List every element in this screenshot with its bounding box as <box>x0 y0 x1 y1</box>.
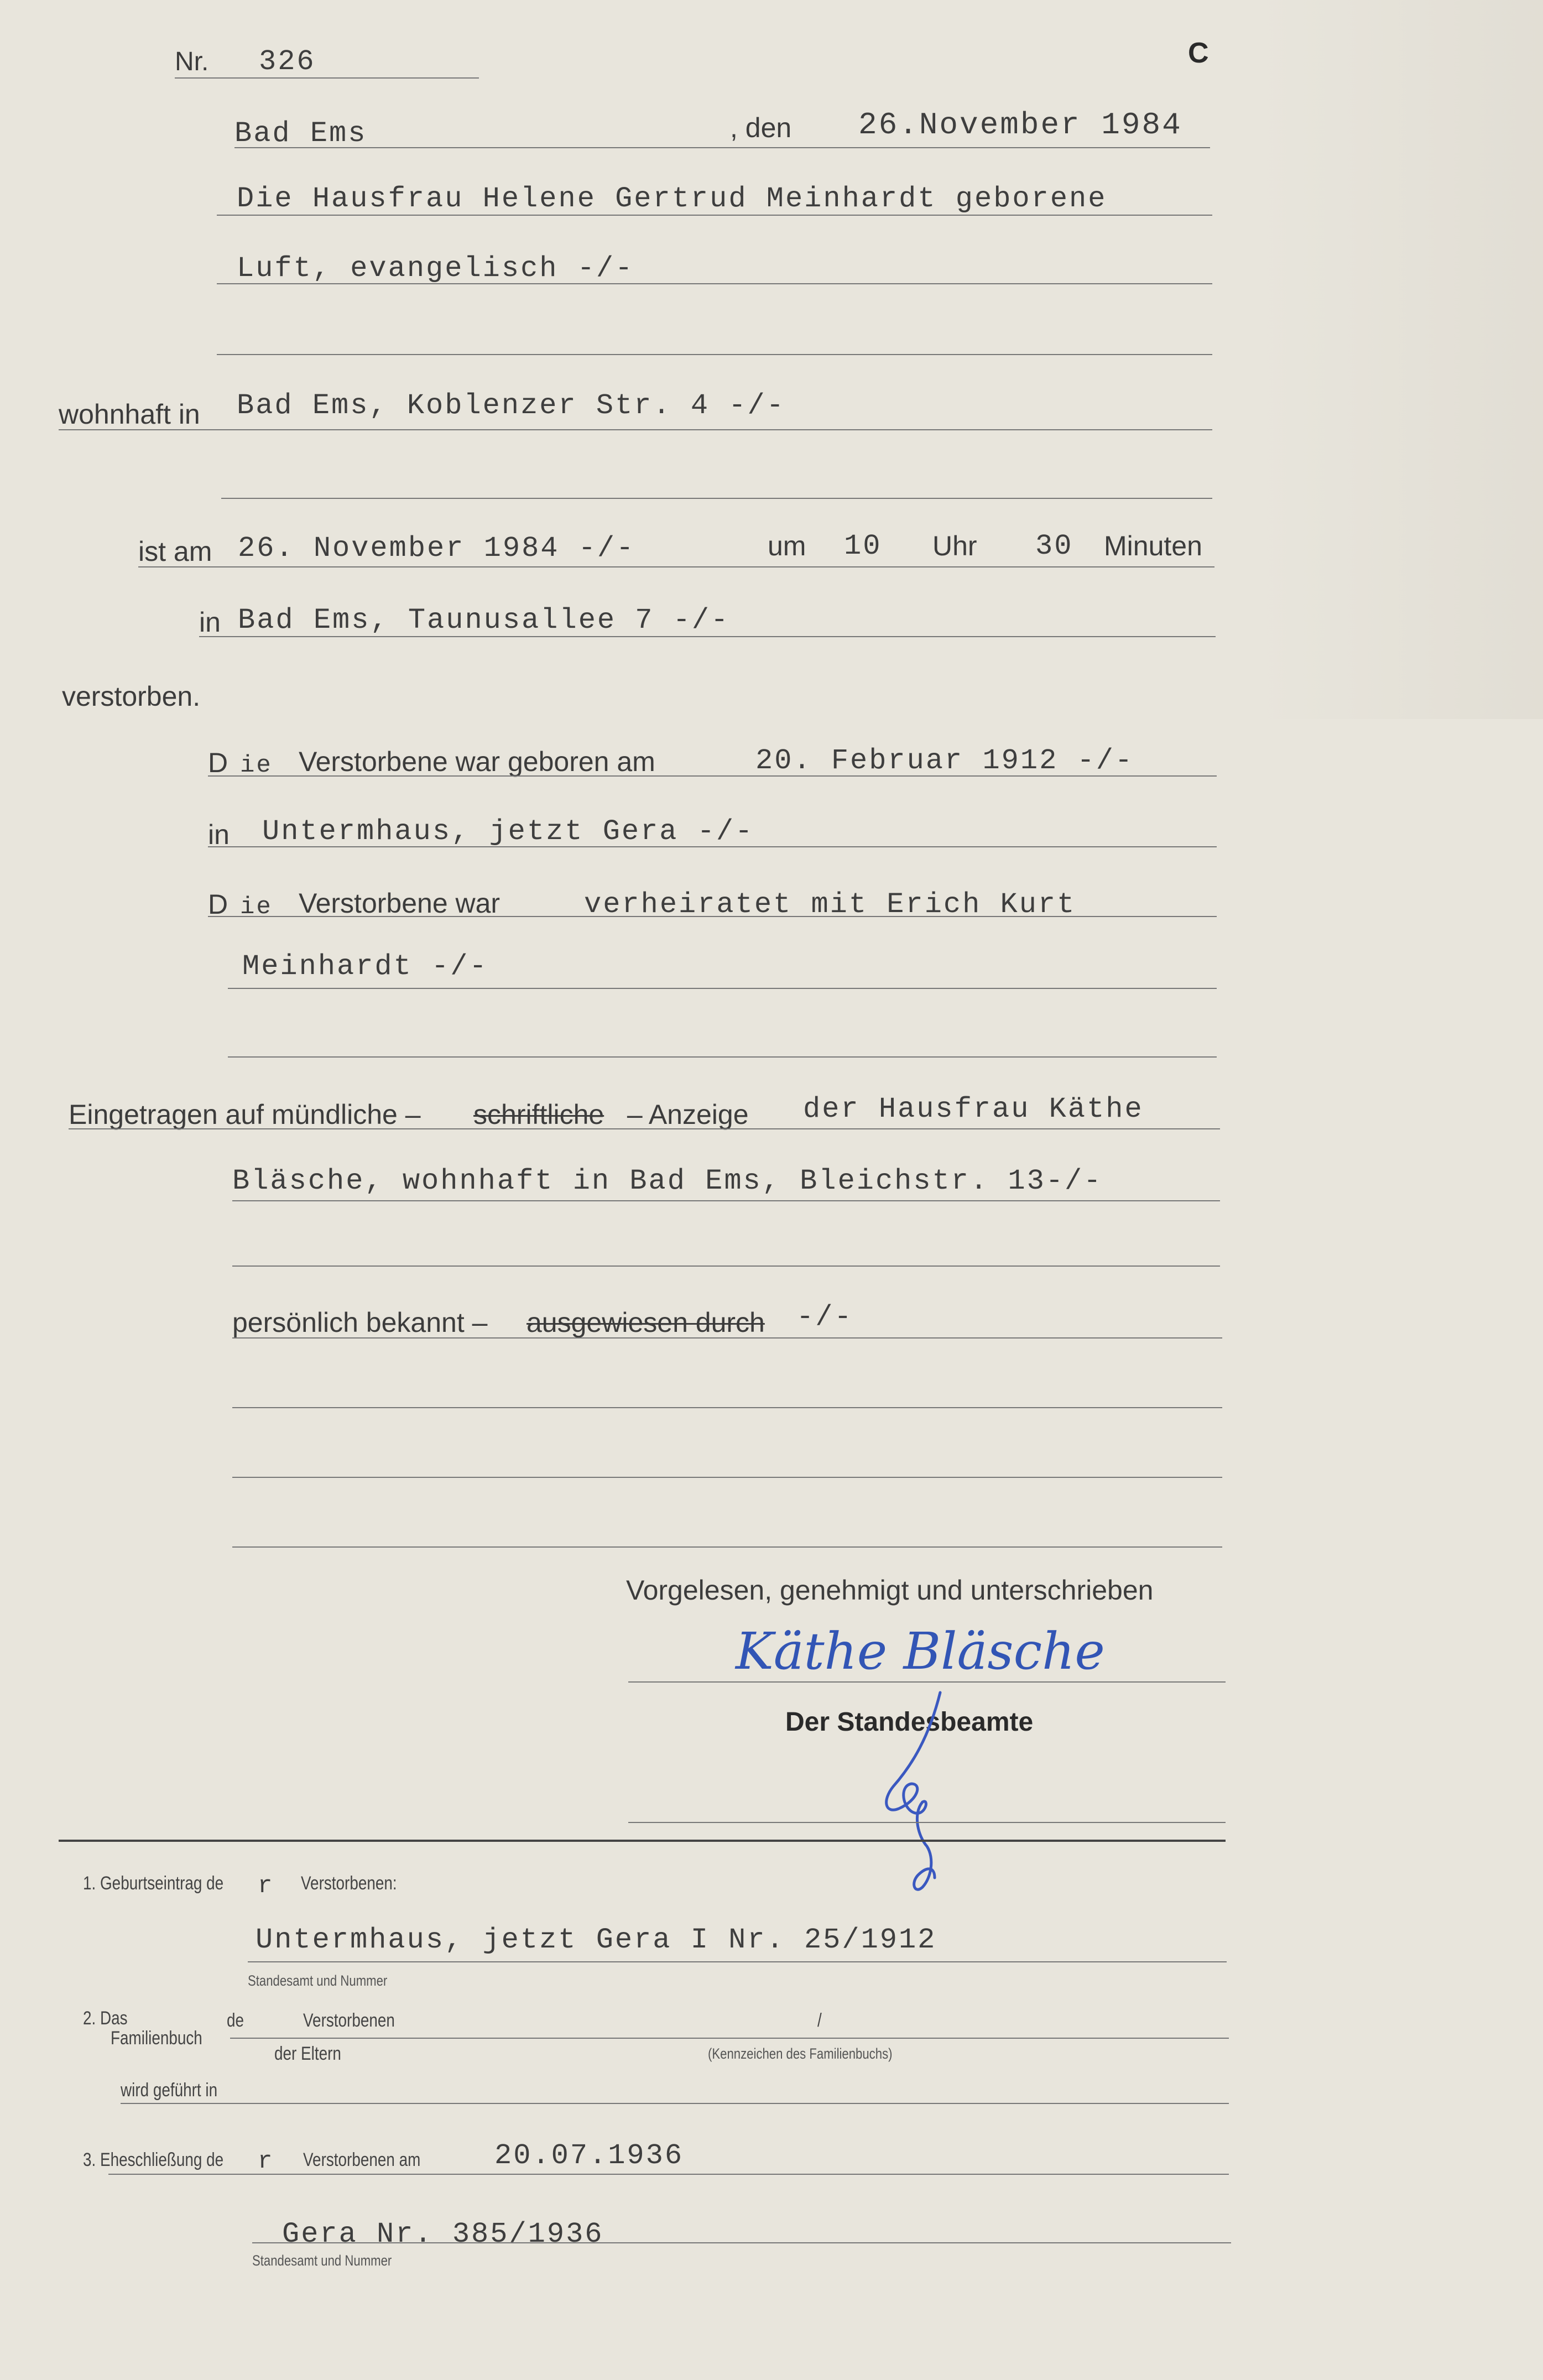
item2-rule <box>230 2038 1229 2039</box>
identity-value: -/- <box>796 1301 853 1334</box>
corner-mark: C <box>1188 37 1209 69</box>
item3-label-end: Verstorbenen am <box>303 2149 421 2170</box>
item1-typed: r <box>258 1872 274 1900</box>
record-place: Bad Ems <box>234 117 367 150</box>
item2-de: de <box>227 2010 244 2031</box>
item2-wird-gefuehrt: wird geführt in <box>121 2080 218 2101</box>
marital-label: Verstorbene war <box>299 888 501 919</box>
uhr-label: Uhr <box>932 530 977 561</box>
item2-wird-rule <box>121 2103 1229 2104</box>
item1-label-end: Verstorbenen: <box>301 1873 397 1894</box>
informant-label-end: – Anzeige <box>619 1099 749 1130</box>
informant-signature: Käthe Bläsche <box>736 1622 1105 1681</box>
item3-value-rule <box>252 2242 1231 2243</box>
informant-label-struck: schriftliche <box>473 1099 604 1130</box>
death-minutes: 30 <box>1035 530 1073 563</box>
informant-value-line1: der Hausfrau Käthe <box>803 1093 1144 1126</box>
read-approved-label: Vorgelesen, genehmigt und unterschrieben <box>626 1575 1154 1606</box>
item3-value: Gera Nr. 385/1936 <box>282 2218 604 2251</box>
item2-num: 2. Das <box>83 2008 128 2029</box>
informant-label-start: Eingetragen auf mündliche – <box>69 1099 429 1130</box>
marital-ie-typed: ie <box>240 893 273 921</box>
deceased-name-line2: Luft, evangelisch -/- <box>237 252 634 285</box>
birth-d-label: D <box>208 747 228 778</box>
residence-label: wohnhaft in <box>59 399 200 430</box>
identity-label: persönlich bekannt – <box>232 1307 496 1338</box>
death-in-label: in <box>199 607 221 638</box>
item2-caption: (Kennzeichen des Familienbuchs) <box>708 2045 893 2062</box>
registrar-label: Der Standesbeamte <box>785 1707 1034 1737</box>
minuten-label: Minuten <box>1104 530 1202 561</box>
item2-familienbuch: Familienbuch <box>111 2028 202 2049</box>
birth-in-label: in <box>208 819 230 850</box>
informant-value-line2: Bläsche, wohnhaft in Bad Ems, Bleichstr. 13-/- <box>232 1165 1103 1197</box>
item3-date: 20.07.1936 <box>494 2139 684 2172</box>
item3-typed: r <box>258 2148 274 2175</box>
death-hour: 10 <box>844 530 882 563</box>
deceased-name-line1: Die Hausfrau Helene Gertrud Meinhardt geborene <box>237 183 1107 215</box>
footer-divider <box>59 1840 1226 1842</box>
birth-label: Verstorbene war geboren am <box>299 746 655 777</box>
item3-caption: Standesamt und Nummer <box>252 2252 392 2269</box>
record-date: 26.November 1984 <box>858 107 1182 143</box>
registrar-signature-line <box>628 1822 1226 1823</box>
marital-value-line1: verheiratet mit Erich Kurt <box>584 888 1076 921</box>
registrar-signature-stroke <box>887 1692 940 1889</box>
item1-caption: Standesamt und Nummer <box>248 1972 388 1989</box>
death-date: 26. November 1984 -/- <box>238 532 635 565</box>
ist-am-label: ist am <box>138 536 212 567</box>
item1-rule <box>248 1961 1227 1962</box>
marital-d-label: D <box>208 889 228 920</box>
item2-eltern: der Eltern <box>274 2043 341 2064</box>
den-label: , den <box>730 112 792 143</box>
nr-label: Nr. <box>175 47 209 76</box>
item1-value: Untermhaus, jetzt Gera I Nr. 25/1912 <box>256 1924 937 1956</box>
item3-rule <box>108 2174 1229 2175</box>
birth-date: 20. Februar 1912 -/- <box>755 744 1134 777</box>
birth-ie-typed: ie <box>240 752 273 779</box>
item2-verstorbenen: Verstorbenen <box>303 2010 395 2031</box>
residence-value: Bad Ems, Koblenzer Str. 4 -/- <box>237 389 785 422</box>
item2-slash: / <box>817 2010 822 2031</box>
death-place: Bad Ems, Taunusallee 7 -/- <box>238 604 730 637</box>
verstorben-label: verstorben. <box>62 681 201 712</box>
birth-place: Untermhaus, jetzt Gera -/- <box>262 815 754 848</box>
identity-struck: ausgewiesen durch <box>527 1307 765 1338</box>
um-label: um <box>768 530 806 561</box>
item1-label: 1. Geburtseintrag de <box>83 1873 224 1894</box>
entry-number: 326 <box>259 45 316 78</box>
marital-value-line2: Meinhardt -/- <box>242 950 488 983</box>
item3-label: 3. Eheschließung de <box>83 2149 224 2170</box>
